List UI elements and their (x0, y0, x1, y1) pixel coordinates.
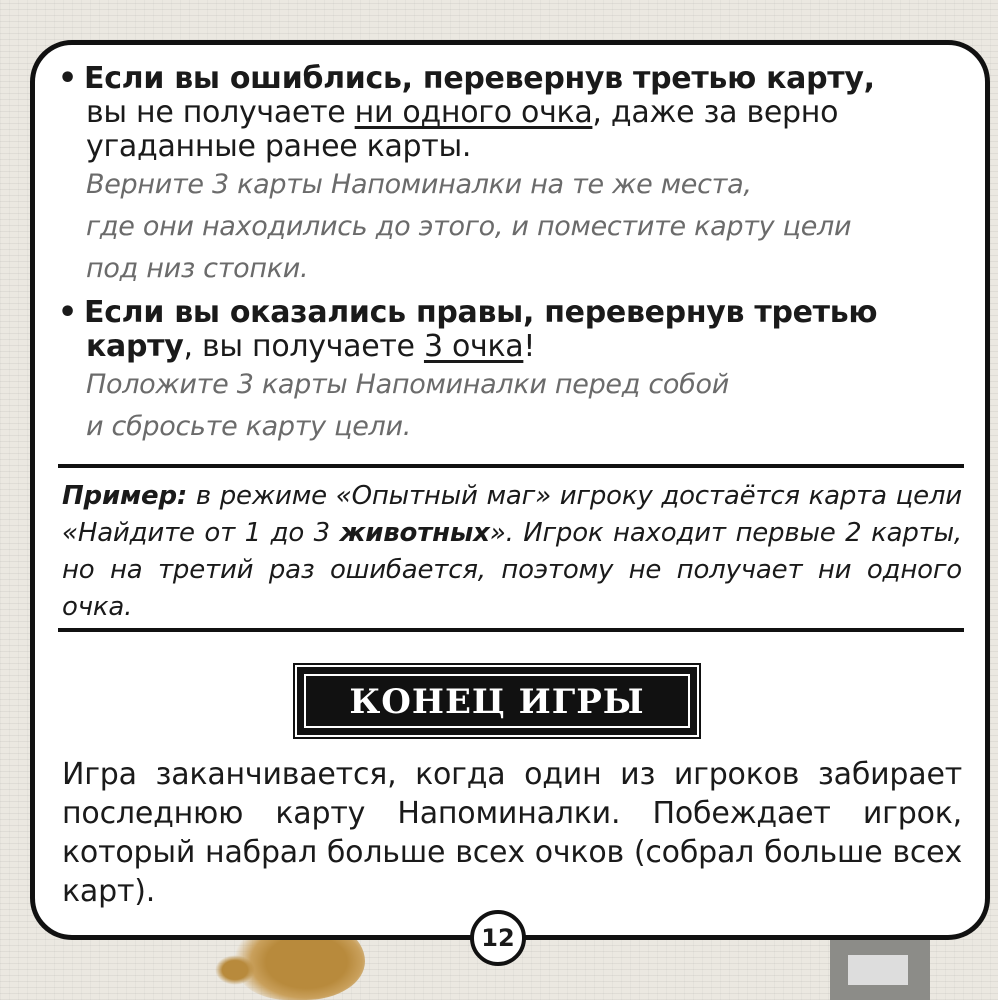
bullet-right-text-end: ! (523, 329, 536, 364)
underlined-three-points: 3 очка (423, 329, 524, 364)
bullet-right-heading: Если вы оказались правы, перевернув третью (84, 295, 878, 330)
bullet-wrong-text-line3: угаданные ранее карты. (86, 129, 472, 164)
bullet-right-text: , вы получаете (183, 329, 424, 364)
bullet-wrong-heading: Если вы ошиблись, перевернув третью карту, (84, 61, 875, 96)
bullet-right-heading-end: карту (86, 329, 184, 364)
example-text-end: ». Игрок находит первые 2 карты, но на третий раз ошибается, поэтому не получает ни одного очка. (62, 518, 962, 622)
end-game-paragraph: Игра заканчивается, когда один из игроков забирает последнюю карту Напоминалки. Побеждает игрок, который набрал больше всех очков (собрал больше всех карт). (62, 757, 962, 909)
bullet-wrong-instruction-1: Верните 3 карты Напоминалки на те же места, (86, 169, 752, 200)
bullet-wrong-text-end: , даже за верно (592, 95, 839, 130)
example-text: в режиме «Опытный маг» игроку достаётся карта цели «Найдите от 1 до 3 (62, 481, 962, 548)
bullet-wrong-text: вы не получаете (86, 95, 355, 130)
bullet-wrong (58, 62, 968, 290)
page-number: 12 (470, 910, 526, 966)
background-decoration (830, 935, 930, 1000)
underlined-no-points: ни одного очка (354, 95, 593, 130)
rules-content (58, 62, 968, 448)
bullet-wrong-instruction-2: где они находились до этого, и поместите карту цели (86, 211, 852, 242)
bullet-dot: • (58, 61, 77, 96)
section-banner (297, 667, 697, 735)
bullet-right-instruction-2: и сбросьте карту цели. (86, 411, 412, 442)
example-bold-animals: животных (339, 518, 490, 548)
coffee-stain-small (215, 955, 255, 985)
divider-top (58, 464, 964, 468)
section-title: КОНЕЦ ИГРЫ (349, 682, 645, 722)
divider-bottom (58, 628, 964, 632)
example-block (62, 478, 962, 626)
example-label: Пример: (62, 481, 188, 511)
bullet-right-instruction-1: Положите 3 карты Напоминалки перед собой (86, 369, 729, 400)
bullet-dot: • (58, 295, 77, 330)
bullet-right (58, 296, 968, 448)
bullet-wrong-instruction-3: под низ стопки. (86, 253, 309, 284)
